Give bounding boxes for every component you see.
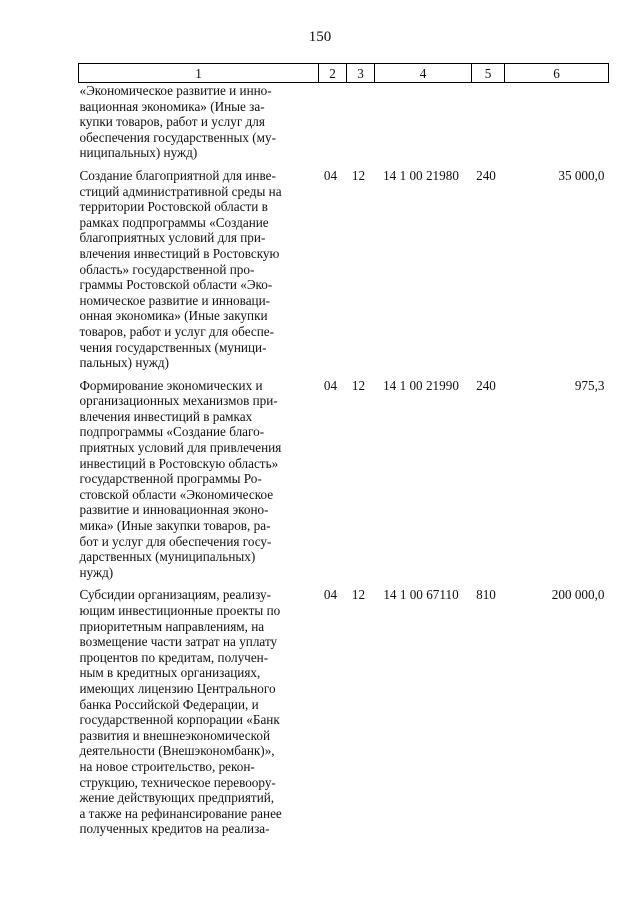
section-code xyxy=(319,83,347,168)
description-line: «Экономическое развитие и инно- xyxy=(79,83,272,98)
description-line: развитие и инновационная эконо- xyxy=(79,502,269,518)
description-line: влечения инвестиций в рамках xyxy=(79,408,253,424)
description-line: чения государственных (муници- xyxy=(79,339,267,355)
description-line: область» государственной про- xyxy=(79,261,255,277)
section-code: 04 xyxy=(323,587,338,603)
description-line: на новое строительство, рекон- xyxy=(79,758,255,774)
description-line: банка Российской Федерации, и xyxy=(79,696,259,712)
table-row xyxy=(79,378,609,588)
table-row xyxy=(79,168,609,378)
table-row xyxy=(79,587,609,844)
description-line: ющим инвестиционные проекты по xyxy=(79,603,281,618)
table-row xyxy=(79,83,609,168)
subsection-code: 12 xyxy=(351,377,366,393)
column-header: 4 xyxy=(375,64,472,83)
row-description xyxy=(79,587,319,844)
description-line: онная экономика» (Иные закупки xyxy=(79,308,268,324)
column-header: 5 xyxy=(472,64,505,83)
description-line: нужд) xyxy=(79,564,114,580)
description-line: государственной программы Ро- xyxy=(79,471,262,487)
description-line: имеющих лицензию Центрального xyxy=(79,680,276,696)
description-line: обеспечения государственных (му- xyxy=(79,129,277,145)
description-line: а также на рефинансирование ранее xyxy=(79,805,282,821)
row-description xyxy=(79,83,319,168)
target-article-code: 14 1 00 67110 xyxy=(383,587,459,603)
description-line: струкцию, техническое перевоору- xyxy=(79,774,276,790)
description-line: пальных) нужд) xyxy=(79,355,170,371)
description-line: купки товаров, работ и услуг для xyxy=(79,114,265,130)
description-line: жение действующих предприятий, xyxy=(79,790,275,806)
description-line: процентов по кредитам, получен- xyxy=(79,649,269,665)
description-line: мика» (Иные закупки товаров, ра- xyxy=(79,518,271,534)
description-line: бот и услуг для обеспечения госу- xyxy=(79,533,272,549)
description-line: товаров, работ и услуг для обеспе- xyxy=(79,323,275,339)
description-line: дарственных (муниципальных) xyxy=(79,549,256,565)
description-line: территории Ростовской области в xyxy=(79,199,268,215)
description-line: развития и внешнеэкономической xyxy=(79,727,271,743)
description-line: номическое развитие и инноваци- xyxy=(79,292,271,308)
column-header: 1 xyxy=(79,64,319,83)
description-line: вационная экономика» (Иные за- xyxy=(79,98,265,114)
description-line: приоритетным направлениям, на xyxy=(79,618,265,634)
budget-table xyxy=(78,63,609,844)
amount-value: 35 000,0 xyxy=(558,167,605,183)
description-line: ниципальных) нужд) xyxy=(79,145,198,161)
expense-type-code: 240 xyxy=(476,377,496,393)
description-line: рамках подпрограммы «Создание xyxy=(79,214,269,230)
description-line: ным в кредитных организациях, xyxy=(79,665,261,681)
description-line: Формирование экономических и xyxy=(79,377,263,393)
description-line: влечения инвестиций в Ростовскую xyxy=(79,245,280,261)
description-line: государственной корпорации «Банк xyxy=(79,712,280,728)
description-line: подпрограммы «Создание благо- xyxy=(79,424,265,440)
column-header: 6 xyxy=(505,64,609,83)
description-line: организационных механизмов при- xyxy=(79,393,278,409)
description-line: Субсидии организациям, реализу- xyxy=(79,587,272,603)
column-header: 2 xyxy=(319,64,347,83)
subsection-code: 12 xyxy=(351,587,366,603)
description-line: стиций административной среды на xyxy=(79,183,282,199)
amount-value: 200 000,0 xyxy=(551,587,605,603)
description-line: полученных кредитов на реализа- xyxy=(79,821,270,837)
description-line: инвестиций в Ростовскую область» xyxy=(79,455,279,471)
description-line: деятельности (Внешэкономбанк)», xyxy=(79,743,275,759)
description-line: Создание благоприятной для инве- xyxy=(79,167,276,183)
description-line: стовской области «Экономическое xyxy=(79,486,274,502)
table-header-row xyxy=(79,64,609,83)
target-article-code: 14 1 00 21980 xyxy=(383,167,459,183)
description-line: граммы Ростовской области «Эко- xyxy=(79,277,273,293)
expense-type-code: 810 xyxy=(476,587,496,603)
target-article-code: 14 1 00 21990 xyxy=(383,377,459,393)
description-line: благоприятных условий для при- xyxy=(79,230,266,246)
target-article-code xyxy=(375,83,472,168)
column-header: 3 xyxy=(347,64,375,83)
row-description xyxy=(79,168,319,378)
section-code: 04 xyxy=(323,167,338,183)
description-line: возмещение части затрат на уплату xyxy=(79,634,278,650)
amount-value: 975,3 xyxy=(574,377,605,393)
row-description xyxy=(79,378,319,588)
subsection-code: 12 xyxy=(351,167,366,183)
expense-type-code: 240 xyxy=(476,167,496,183)
amount-value xyxy=(505,83,609,168)
expense-type-code xyxy=(472,83,505,168)
page-number: 150 xyxy=(308,29,332,45)
section-code: 04 xyxy=(323,377,338,393)
description-line: приятных условий для привлечения xyxy=(79,440,282,456)
subsection-code xyxy=(347,83,375,168)
